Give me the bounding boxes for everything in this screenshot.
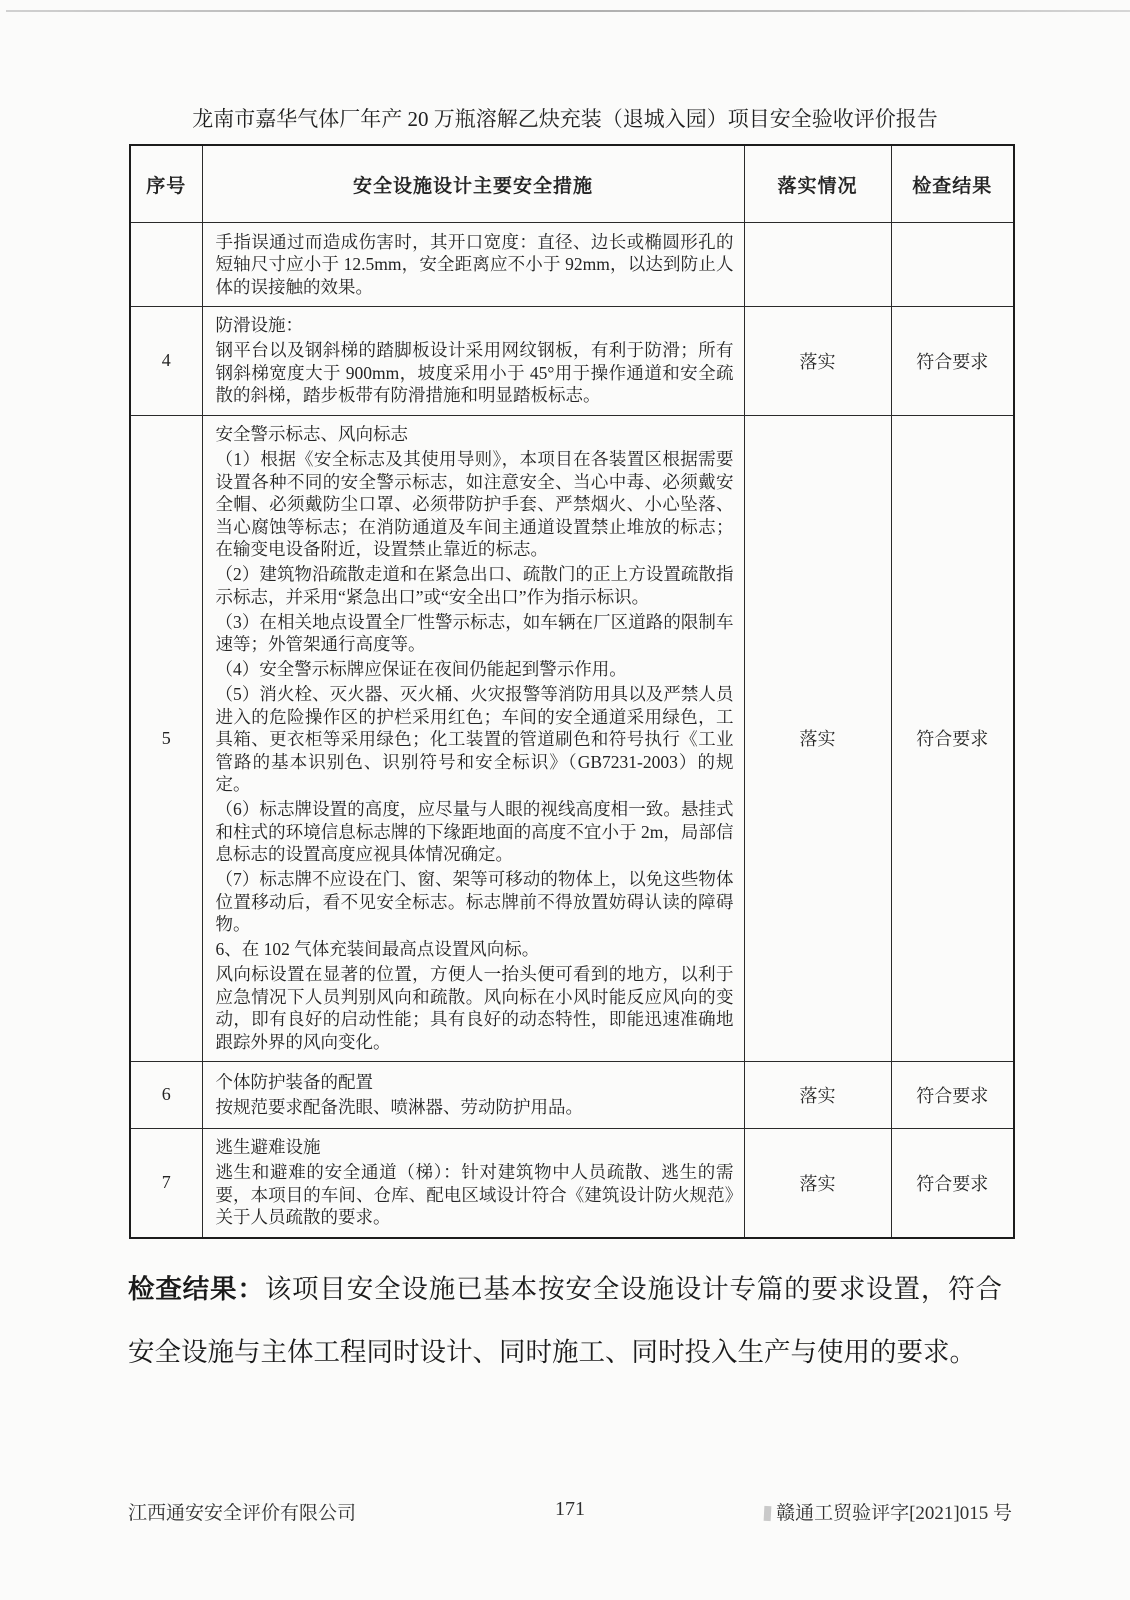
measure-paragraph: （5）消火栓、灭火器、灭火桶、火灾报警等消防用具以及严禁人员进入的危险操作区的护栏采用红色；车间的安全通道采用绿色，工具箱、更衣柜等采用绿色；化工装置的管道刷色和符号执行《工业管路的基本识别色、识别符号和安全标识》（GB7231-2003）的规定。 xyxy=(215,684,734,794)
measure-paragraph: 钢平台以及钢斜梯的踏脚板设计采用网纹钢板，有利于防滑；所有钢斜梯宽度大于 900mm，坡度采用小于 45°用于操作通道和安全疏散的斜梯，踏步板带有防滑措施和明显踏板标志。 xyxy=(215,340,734,406)
scan-artifact-blob xyxy=(764,1506,772,1521)
measure-paragraph: 逃生避难设施 xyxy=(215,1137,321,1158)
measure-paragraph: 6、在 102 气体充装间最高点设置风向标。 xyxy=(215,939,540,959)
table-row xyxy=(130,1061,1014,1128)
measure-paragraph: （1）根据《安全标志及其使用导则》，本项目在各装置区根据需要设置各种不同的安全警示标志，如注意安全、当心中毒、必须戴安全帽、必须戴防尘口罩、必须带防护手套、严禁烟火、小心坠落、当心腐蚀等标志；在消防通道及车间主通道设置禁止堆放的标志；在输变电设备附近，设置禁止靠近的标志。 xyxy=(215,449,734,559)
cell-result: 符合要求 xyxy=(891,415,1014,1061)
measure-paragraph: 风向标设置在显著的位置，方便人一抬头便可看到的地方，以利于应急情况下人员判别风向和疏散。风向标在小风时能反应风向的变动，即有良好的启动性能；具有良好的动态特性，即能迅速准确地跟踪外界的风向变化。 xyxy=(215,964,734,1052)
footer-page-number: 171 xyxy=(555,1498,585,1520)
table-row xyxy=(130,306,1014,415)
table-body xyxy=(130,223,1014,1238)
table-row xyxy=(130,223,1014,307)
table-header-row xyxy=(130,145,1014,223)
cell-measures xyxy=(202,415,744,1061)
cell-status: 落实 xyxy=(744,415,891,1061)
cell-measures xyxy=(202,306,744,415)
measure-paragraph: 按规范要求配备洗眼、喷淋器、劳动防护用品。 xyxy=(215,1096,583,1117)
measure-paragraph: （7）标志牌不应设在门、窗、架等可移动的物体上，以免这些物体位置移动后，看不见安全标志。标志牌前不得放置妨碍认读的障碍物。 xyxy=(215,869,734,934)
cell-status: 落实 xyxy=(744,306,891,415)
cell-status: 落实 xyxy=(744,1061,891,1128)
measure-paragraph: 防滑设施： xyxy=(215,315,303,336)
conclusion-label: 检查结果： xyxy=(128,1273,265,1304)
measure-paragraph: 个体防护装备的配置 xyxy=(215,1071,373,1092)
table-row xyxy=(130,1128,1014,1238)
footer-company: 江西通安安全评价有限公司 xyxy=(128,1503,357,1524)
measure-paragraph: （6）标志牌设置的高度，应尽量与人眼的视线高度相一致。悬挂式和柱式的环境信息标志牌的下缘距地面的高度不宜小于 2m，局部信息标志的设置高度应视具体情况确定。 xyxy=(215,799,734,864)
conclusion-text: 该项目安全设施已基本按安全设施设计专篇的要求设置，符合安全设施与主体工程同时设计、同时施工、同时投入生产与使用的要求。 xyxy=(128,1273,1003,1367)
cell-row-number: 5 xyxy=(130,415,202,1061)
measure-paragraph: （3）在相关地点设置全厂性警示标志，如车辆在厂区道路的限制车速等；外管架通行高度等。 xyxy=(215,611,734,654)
cell-row-number xyxy=(130,223,202,307)
conclusion-paragraph xyxy=(128,1258,1002,1384)
measure-paragraph: 安全警示标志、风向标志 xyxy=(215,424,408,444)
measure-paragraph: 手指误通过而造成伤害时，其开口宽度：直径、边长或椭圆形孔的短轴尺寸应小于 12.5mm，安全距离应不小于 92mm，以达到防止人体的误接触的效果。 xyxy=(215,231,734,297)
cell-status: 落实 xyxy=(744,1128,891,1238)
cell-row-number: 4 xyxy=(130,306,202,415)
cell-measures xyxy=(202,1128,744,1238)
header-col-result: 检查结果 xyxy=(891,145,1014,223)
header-col-status: 落实情况 xyxy=(744,145,891,223)
table-row xyxy=(130,415,1014,1061)
measure-paragraph: （2）建筑物沿疏散走道和在紧急出口、疏散门的正上方设置疏散指示标志，并采用“紧急出口”或“安全出口”作为指示标识。 xyxy=(215,564,734,607)
cell-status xyxy=(744,223,891,307)
footer-doc-number-wrap xyxy=(764,1498,1012,1525)
cell-result: 符合要求 xyxy=(891,306,1014,415)
cell-result xyxy=(891,223,1014,307)
cell-row-number: 6 xyxy=(130,1061,202,1128)
safety-measures-table xyxy=(129,144,1015,1239)
measure-paragraph: （4）安全警示标牌应保证在夜间仍能起到警示作用。 xyxy=(215,659,627,679)
cell-result: 符合要求 xyxy=(891,1061,1014,1128)
cell-measures xyxy=(202,223,744,307)
cell-measures xyxy=(202,1061,744,1128)
header-col-no: 序号 xyxy=(130,145,202,223)
measure-paragraph: 逃生和避难的安全通道（梯）：针对建筑物中人员疏散、逃生的需要，本项目的车间、仓库、配电区域设计符合《建筑设计防火规范》关于人员疏散的要求。 xyxy=(215,1162,734,1228)
scan-artifact-line xyxy=(6,10,1130,12)
footer-doc-number: 赣通工贸验评字[2021]015 号 xyxy=(776,1503,1012,1524)
cell-result: 符合要求 xyxy=(891,1128,1014,1238)
cell-row-number: 7 xyxy=(130,1128,202,1238)
header-col-measures: 安全设施设计主要安全措施 xyxy=(202,145,744,223)
page-title: 龙南市嘉华气体厂年产 20 万瓶溶解乙炔充装（退城入园）项目安全验收评价报告 xyxy=(192,107,938,131)
